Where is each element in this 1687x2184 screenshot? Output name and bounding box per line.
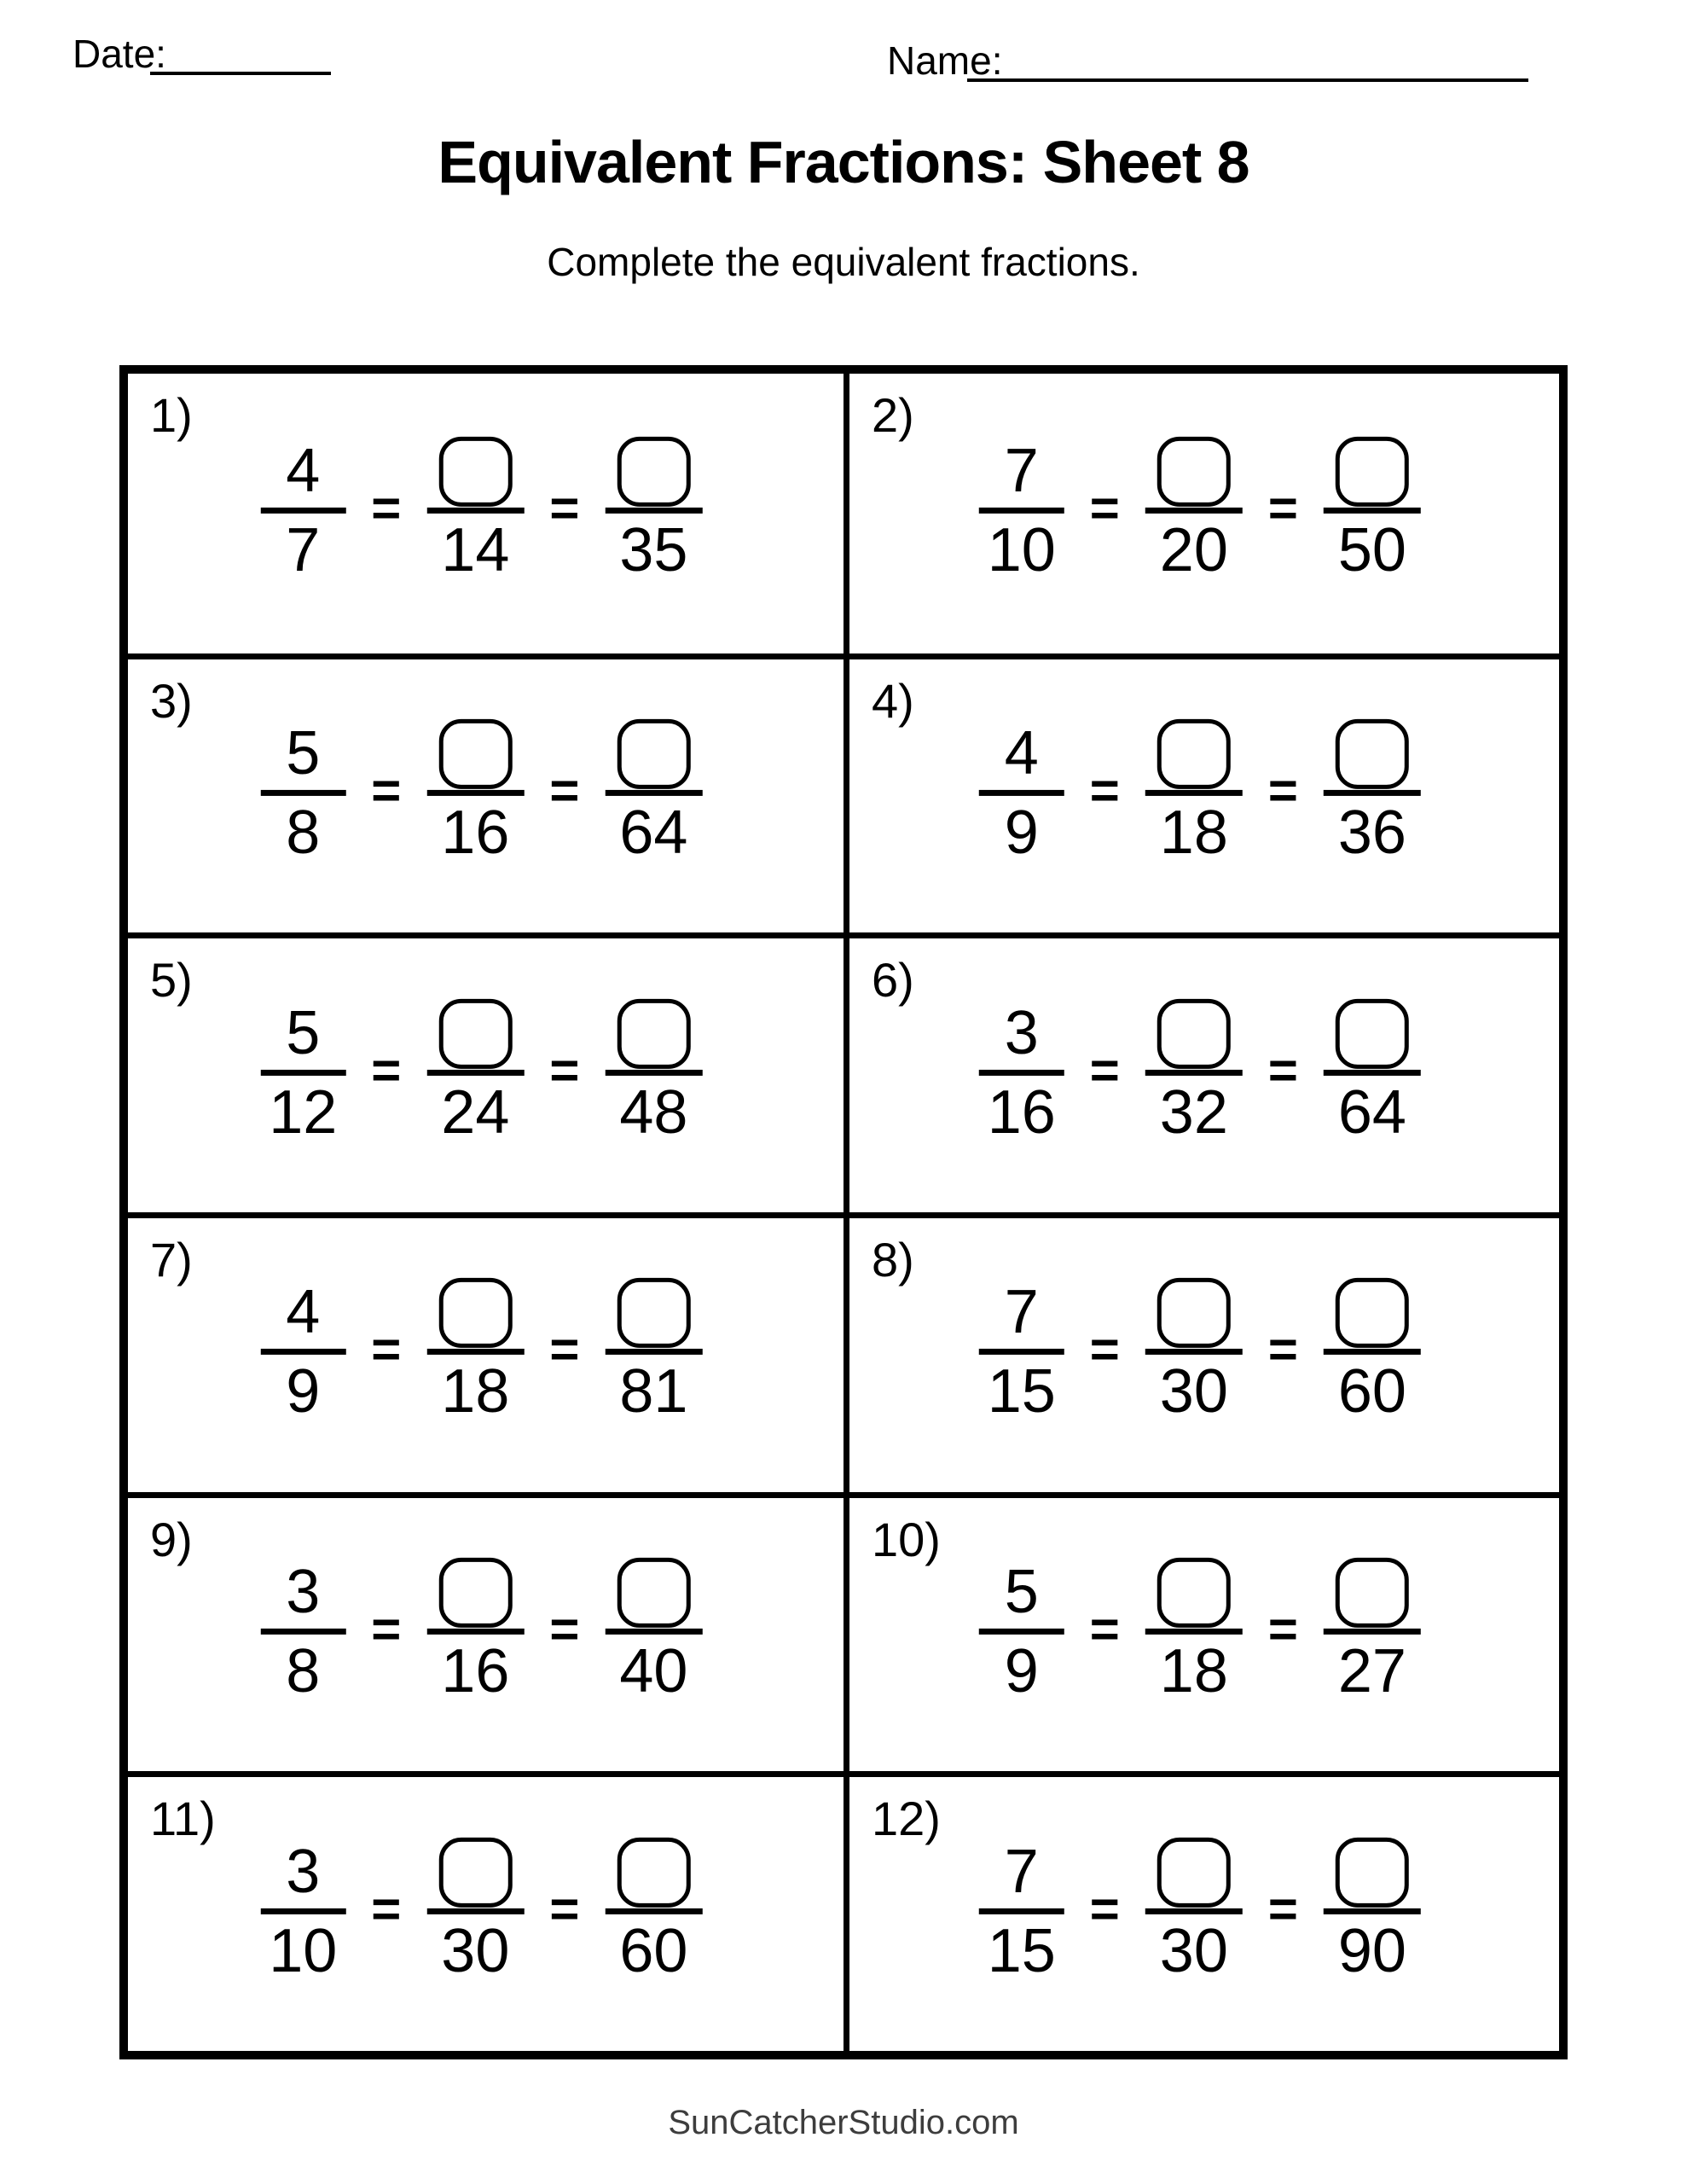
answer-box[interactable] — [617, 719, 690, 789]
equals-sign: = — [371, 1600, 402, 1658]
problem-number: 2) — [872, 388, 914, 442]
numerator: 4 — [1004, 718, 1039, 787]
answer-fraction-1 — [426, 1555, 524, 1708]
fraction-bar — [1145, 1070, 1243, 1076]
denominator: 12 — [269, 1077, 338, 1147]
equals-sign: = — [549, 761, 580, 819]
denominator: 16 — [441, 1636, 510, 1705]
problem-number: 3) — [150, 673, 193, 728]
equals-sign: = — [1089, 1321, 1120, 1379]
numerator: 4 — [286, 1278, 321, 1347]
equation — [260, 434, 702, 587]
denominator: 40 — [619, 1636, 688, 1705]
equals-sign: = — [1089, 1879, 1120, 1937]
denominator: 36 — [1337, 798, 1406, 867]
answer-fraction-2 — [605, 434, 702, 587]
fraction-bar — [605, 1629, 702, 1635]
answer-box[interactable] — [617, 1558, 690, 1628]
equation — [979, 717, 1421, 869]
denominator: 7 — [286, 515, 321, 584]
problem-cell-8 — [844, 1212, 1559, 1492]
answer-fraction-2 — [1324, 996, 1421, 1149]
equals-sign: = — [1089, 1041, 1120, 1099]
answer-fraction-1 — [426, 1275, 524, 1428]
given-fraction — [979, 717, 1064, 869]
equals-sign: = — [371, 1321, 402, 1379]
answer-box[interactable] — [617, 437, 690, 507]
denominator: 16 — [987, 1077, 1056, 1147]
fraction-bar — [426, 1349, 524, 1355]
denominator: 35 — [619, 515, 688, 584]
numerator: 3 — [286, 1837, 321, 1906]
numerator: 5 — [286, 998, 321, 1067]
given-fraction — [260, 1555, 345, 1708]
answer-fraction-1 — [1145, 1275, 1243, 1428]
equals-sign: = — [1089, 1600, 1120, 1658]
problem-cell-12 — [844, 1771, 1559, 2051]
answer-fraction-1 — [1145, 434, 1243, 587]
answer-box[interactable] — [617, 999, 690, 1069]
problem-number: 8) — [872, 1232, 914, 1287]
given-fraction — [260, 717, 345, 869]
fraction-bar — [1145, 1629, 1243, 1635]
fraction-bar — [426, 790, 524, 796]
denominator: 14 — [441, 515, 510, 584]
page-title: Equivalent Fractions: Sheet 8 — [438, 129, 1249, 195]
denominator: 18 — [441, 1357, 510, 1426]
denominator: 20 — [1159, 515, 1228, 584]
fraction-bar — [260, 1908, 345, 1914]
fraction-bar — [260, 1070, 345, 1076]
numerator: 7 — [1004, 1837, 1039, 1906]
answer-box[interactable] — [438, 1838, 512, 1908]
denominator: 18 — [1159, 798, 1228, 867]
equals-sign: = — [371, 1041, 402, 1099]
problem-cell-11 — [128, 1771, 844, 2051]
denominator: 10 — [987, 515, 1056, 584]
denominator: 64 — [1337, 1077, 1406, 1147]
problem-number: 4) — [872, 673, 914, 728]
site-credit: SunCatcherStudio.com — [668, 2104, 1019, 2141]
answer-box[interactable] — [1336, 1278, 1409, 1348]
problem-cell-7 — [128, 1212, 844, 1492]
denominator: 9 — [286, 1357, 321, 1426]
equals-sign: = — [371, 761, 402, 819]
denominator: 16 — [441, 798, 510, 867]
numerator: 7 — [1004, 436, 1039, 505]
answer-fraction-1 — [426, 1835, 524, 1988]
answer-box[interactable] — [1157, 1278, 1231, 1348]
fraction-bar — [979, 790, 1064, 796]
problem-cell-2 — [844, 374, 1559, 653]
problem-cell-1 — [128, 374, 844, 653]
answer-fraction-2 — [605, 1555, 702, 1708]
equation — [979, 1555, 1421, 1708]
answer-box[interactable] — [438, 719, 512, 789]
answer-fraction-2 — [605, 1835, 702, 1988]
problem-cell-5 — [128, 932, 844, 1212]
fraction-bar — [426, 508, 524, 514]
answer-fraction-2 — [1324, 1835, 1421, 1988]
problem-number: 9) — [150, 1512, 193, 1566]
equals-sign: = — [1267, 761, 1298, 819]
answer-box[interactable] — [1336, 437, 1409, 507]
given-fraction — [979, 1275, 1064, 1428]
fraction-bar — [1324, 1070, 1421, 1076]
equation — [260, 1275, 702, 1428]
denominator: 32 — [1159, 1077, 1228, 1147]
fraction-bar — [1145, 790, 1243, 796]
problem-number: 5) — [150, 953, 193, 1008]
equals-sign: = — [549, 1600, 580, 1658]
equation — [260, 996, 702, 1149]
fraction-bar — [605, 1070, 702, 1076]
fraction-bar — [426, 1629, 524, 1635]
answer-box[interactable] — [1157, 1838, 1231, 1908]
denominator: 10 — [269, 1916, 338, 1985]
fraction-bar — [260, 790, 345, 796]
denominator: 15 — [987, 1916, 1056, 1985]
answer-fraction-2 — [1324, 434, 1421, 587]
denominator: 30 — [1159, 1916, 1228, 1985]
equals-sign: = — [371, 479, 402, 537]
denominator: 30 — [1159, 1357, 1228, 1426]
fraction-bar — [1324, 1349, 1421, 1355]
problem-number: 10) — [872, 1512, 941, 1566]
fraction-bar — [260, 1629, 345, 1635]
fraction-bar — [979, 1349, 1064, 1355]
denominator: 81 — [619, 1357, 688, 1426]
numerator: 3 — [286, 1557, 321, 1626]
numerator: 4 — [286, 436, 321, 505]
answer-box[interactable] — [1157, 1558, 1231, 1628]
equation — [260, 717, 702, 869]
problem-cell-9 — [128, 1492, 844, 1772]
fraction-bar — [1324, 1908, 1421, 1914]
answer-fraction-1 — [1145, 1555, 1243, 1708]
problems-grid — [119, 365, 1568, 2059]
denominator: 18 — [1159, 1636, 1228, 1705]
equals-sign: = — [1089, 479, 1120, 537]
denominator: 48 — [619, 1077, 688, 1147]
equals-sign: = — [1267, 1321, 1298, 1379]
fraction-bar — [426, 1070, 524, 1076]
name-label: Name: — [887, 38, 1003, 83]
answer-fraction-1 — [1145, 996, 1243, 1149]
answer-box[interactable] — [438, 1558, 512, 1628]
equation — [979, 434, 1421, 587]
numerator: 7 — [1004, 1278, 1039, 1347]
problem-number: 1) — [150, 388, 193, 442]
denominator: 15 — [987, 1357, 1056, 1426]
answer-box[interactable] — [1336, 999, 1409, 1069]
numerator: 5 — [286, 718, 321, 787]
date-write-line[interactable] — [150, 31, 331, 75]
fraction-bar — [605, 1349, 702, 1355]
equals-sign: = — [371, 1879, 402, 1937]
answer-box[interactable] — [617, 1838, 690, 1908]
instructions: Complete the equivalent fractions. — [547, 240, 1140, 284]
numerator: 5 — [1004, 1557, 1039, 1626]
equals-sign: = — [1089, 761, 1120, 819]
answer-fraction-1 — [1145, 717, 1243, 869]
fraction-bar — [605, 508, 702, 514]
given-fraction — [979, 1835, 1064, 1988]
answer-fraction-2 — [1324, 1275, 1421, 1428]
equation — [979, 1275, 1421, 1428]
equation — [260, 1555, 702, 1708]
answer-fraction-1 — [1145, 1835, 1243, 1988]
problem-number: 7) — [150, 1232, 193, 1287]
denominator: 30 — [441, 1916, 510, 1985]
fraction-bar — [979, 1908, 1064, 1914]
answer-box[interactable] — [1336, 719, 1409, 789]
denominator: 8 — [286, 1636, 321, 1705]
answer-fraction-1 — [426, 434, 524, 587]
problem-cell-4 — [844, 653, 1559, 933]
denominator: 60 — [619, 1916, 688, 1985]
problem-cell-6 — [844, 932, 1559, 1212]
denominator: 8 — [286, 798, 321, 867]
equals-sign: = — [549, 1321, 580, 1379]
fraction-bar — [426, 1908, 524, 1914]
equals-sign: = — [1267, 479, 1298, 537]
denominator: 64 — [619, 798, 688, 867]
fraction-bar — [605, 790, 702, 796]
fraction-bar — [605, 1908, 702, 1914]
denominator: 9 — [1004, 798, 1039, 867]
given-fraction — [260, 1835, 345, 1988]
denominator: 90 — [1337, 1916, 1406, 1985]
fraction-bar — [1145, 508, 1243, 514]
equals-sign: = — [549, 1041, 580, 1099]
answer-box[interactable] — [1157, 999, 1231, 1069]
equals-sign: = — [1267, 1600, 1298, 1658]
answer-fraction-1 — [426, 717, 524, 869]
fraction-bar — [979, 508, 1064, 514]
answer-box[interactable] — [617, 1278, 690, 1348]
answer-fraction-2 — [1324, 717, 1421, 869]
name-write-line[interactable] — [967, 38, 1528, 82]
numerator: 3 — [1004, 998, 1039, 1067]
problem-number: 12) — [872, 1792, 941, 1846]
denominator: 60 — [1337, 1357, 1406, 1426]
given-fraction — [260, 996, 345, 1149]
answer-fraction-2 — [605, 717, 702, 869]
given-fraction — [979, 996, 1064, 1149]
fraction-bar — [1145, 1349, 1243, 1355]
fraction-bar — [1324, 1629, 1421, 1635]
denominator: 24 — [441, 1077, 510, 1147]
fraction-bar — [1145, 1908, 1243, 1914]
fraction-bar — [260, 1349, 345, 1355]
equation — [260, 1835, 702, 1988]
fraction-bar — [979, 1629, 1064, 1635]
given-fraction — [260, 1275, 345, 1428]
denominator: 9 — [1004, 1636, 1039, 1705]
denominator: 27 — [1337, 1636, 1406, 1705]
given-fraction — [979, 1555, 1064, 1708]
answer-fraction-2 — [605, 996, 702, 1149]
fraction-bar — [260, 508, 345, 514]
equals-sign: = — [1267, 1041, 1298, 1099]
answer-box[interactable] — [438, 999, 512, 1069]
fraction-bar — [1324, 508, 1421, 514]
answer-fraction-2 — [1324, 1555, 1421, 1708]
date-label: Date: — [72, 32, 166, 76]
equation — [979, 996, 1421, 1149]
problem-cell-10 — [844, 1492, 1559, 1772]
answer-box[interactable] — [1336, 1838, 1409, 1908]
equals-sign: = — [549, 479, 580, 537]
equals-sign: = — [1267, 1879, 1298, 1937]
answer-box[interactable] — [1157, 437, 1231, 507]
denominator: 50 — [1337, 515, 1406, 584]
problem-number: 11) — [150, 1792, 216, 1846]
answer-box[interactable] — [1336, 1558, 1409, 1628]
answer-box[interactable] — [1157, 719, 1231, 789]
equation — [979, 1835, 1421, 1988]
problem-number: 6) — [872, 953, 914, 1008]
answer-fraction-1 — [426, 996, 524, 1149]
given-fraction — [979, 434, 1064, 587]
problem-cell-3 — [128, 653, 844, 933]
answer-box[interactable] — [438, 437, 512, 507]
given-fraction — [260, 434, 345, 587]
fraction-bar — [1324, 790, 1421, 796]
answer-fraction-2 — [605, 1275, 702, 1428]
fraction-bar — [979, 1070, 1064, 1076]
equals-sign: = — [549, 1879, 580, 1937]
answer-box[interactable] — [438, 1278, 512, 1348]
